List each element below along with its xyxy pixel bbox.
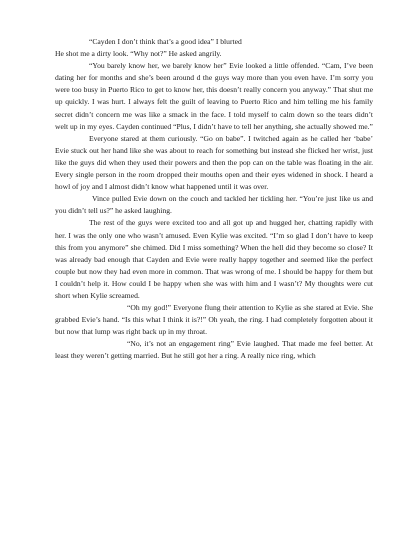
paragraph: He shot me a dirty look. “Why not?” He asked angrily.: [55, 49, 222, 59]
paragraph: Everyone stared at them curiously. “Go on babe”. I twitched again as he called her ‘babe’ Evie stuck out her hand like she was about to reach for something but instead she flicked her wrist, just like the guys did when they used their powers and then the pop can on the table was floating in the air. Every single person in the room dropped their mouths open and their eyes widened in shock. I heard a howl of joy and I almost didn’t know what happened until it was over.: [55, 133, 373, 192]
document-page: [55, 36, 373, 363]
paragraph: “No, it’s not an engagement ring” Evie laughed. That made me feel better. At least they weren’t getting married. But he still got her a ring. A really nice ring, which: [55, 339, 373, 361]
paragraph: The rest of the guys were excited too and all got up and hugged her, chatting rapidly with her. I was the only one who wasn’t amused. Even Kylie was excited. “I’m so glad I don’t have to keep this from you anymore” she chimed. Did I miss something? When the hell did they become so close? It was already bad enough that Cayden and Evie were really happy together and seemed like the perfect couple but now they had even more in common. That was wrong of me. I should be happy for them but I couldn’t help it. How could I be happy when she was with him and I wasn’t? My thoughts were cut short when Kylie screamed.: [55, 218, 373, 300]
paragraph: Vince pulled Evie down on the couch and tackled her tickling her. “You’re just like us and you didn’t tell us?” he asked laughing.: [55, 194, 373, 216]
paragraph: “You barely know her, we barely know her” Evie looked a little offended. “Cam, I’ve been dating her for months and she’s been around d the guys way more than you even have. I’m sorry you were too busy in Puerto Rico to get to know her, this doesn’t really concern you anyway.” That shut me up quickly. I was hurt. I always felt the guilt of leaving to Puerto Rico and him telling me his family secret didn’t concern me was like a smack in the face. I told myself to calm down so the tears didn’t welt up in my eyes. Cayden continued “Plus, I didn’t have to tell her anything, she actually showed me.”: [55, 61, 373, 131]
paragraph: “Cayden I don’t think that’s a good idea” I blurted: [89, 37, 242, 46]
paragraph: “Oh my god!” Everyone flung their attention to Kylie as she stared at Evie. She grabbed Evie’s hand. “Is this what I think it is?!” Oh yeah, the ring. I had completely forgotten about it but now that lump was right back up in my throat.: [55, 303, 373, 337]
